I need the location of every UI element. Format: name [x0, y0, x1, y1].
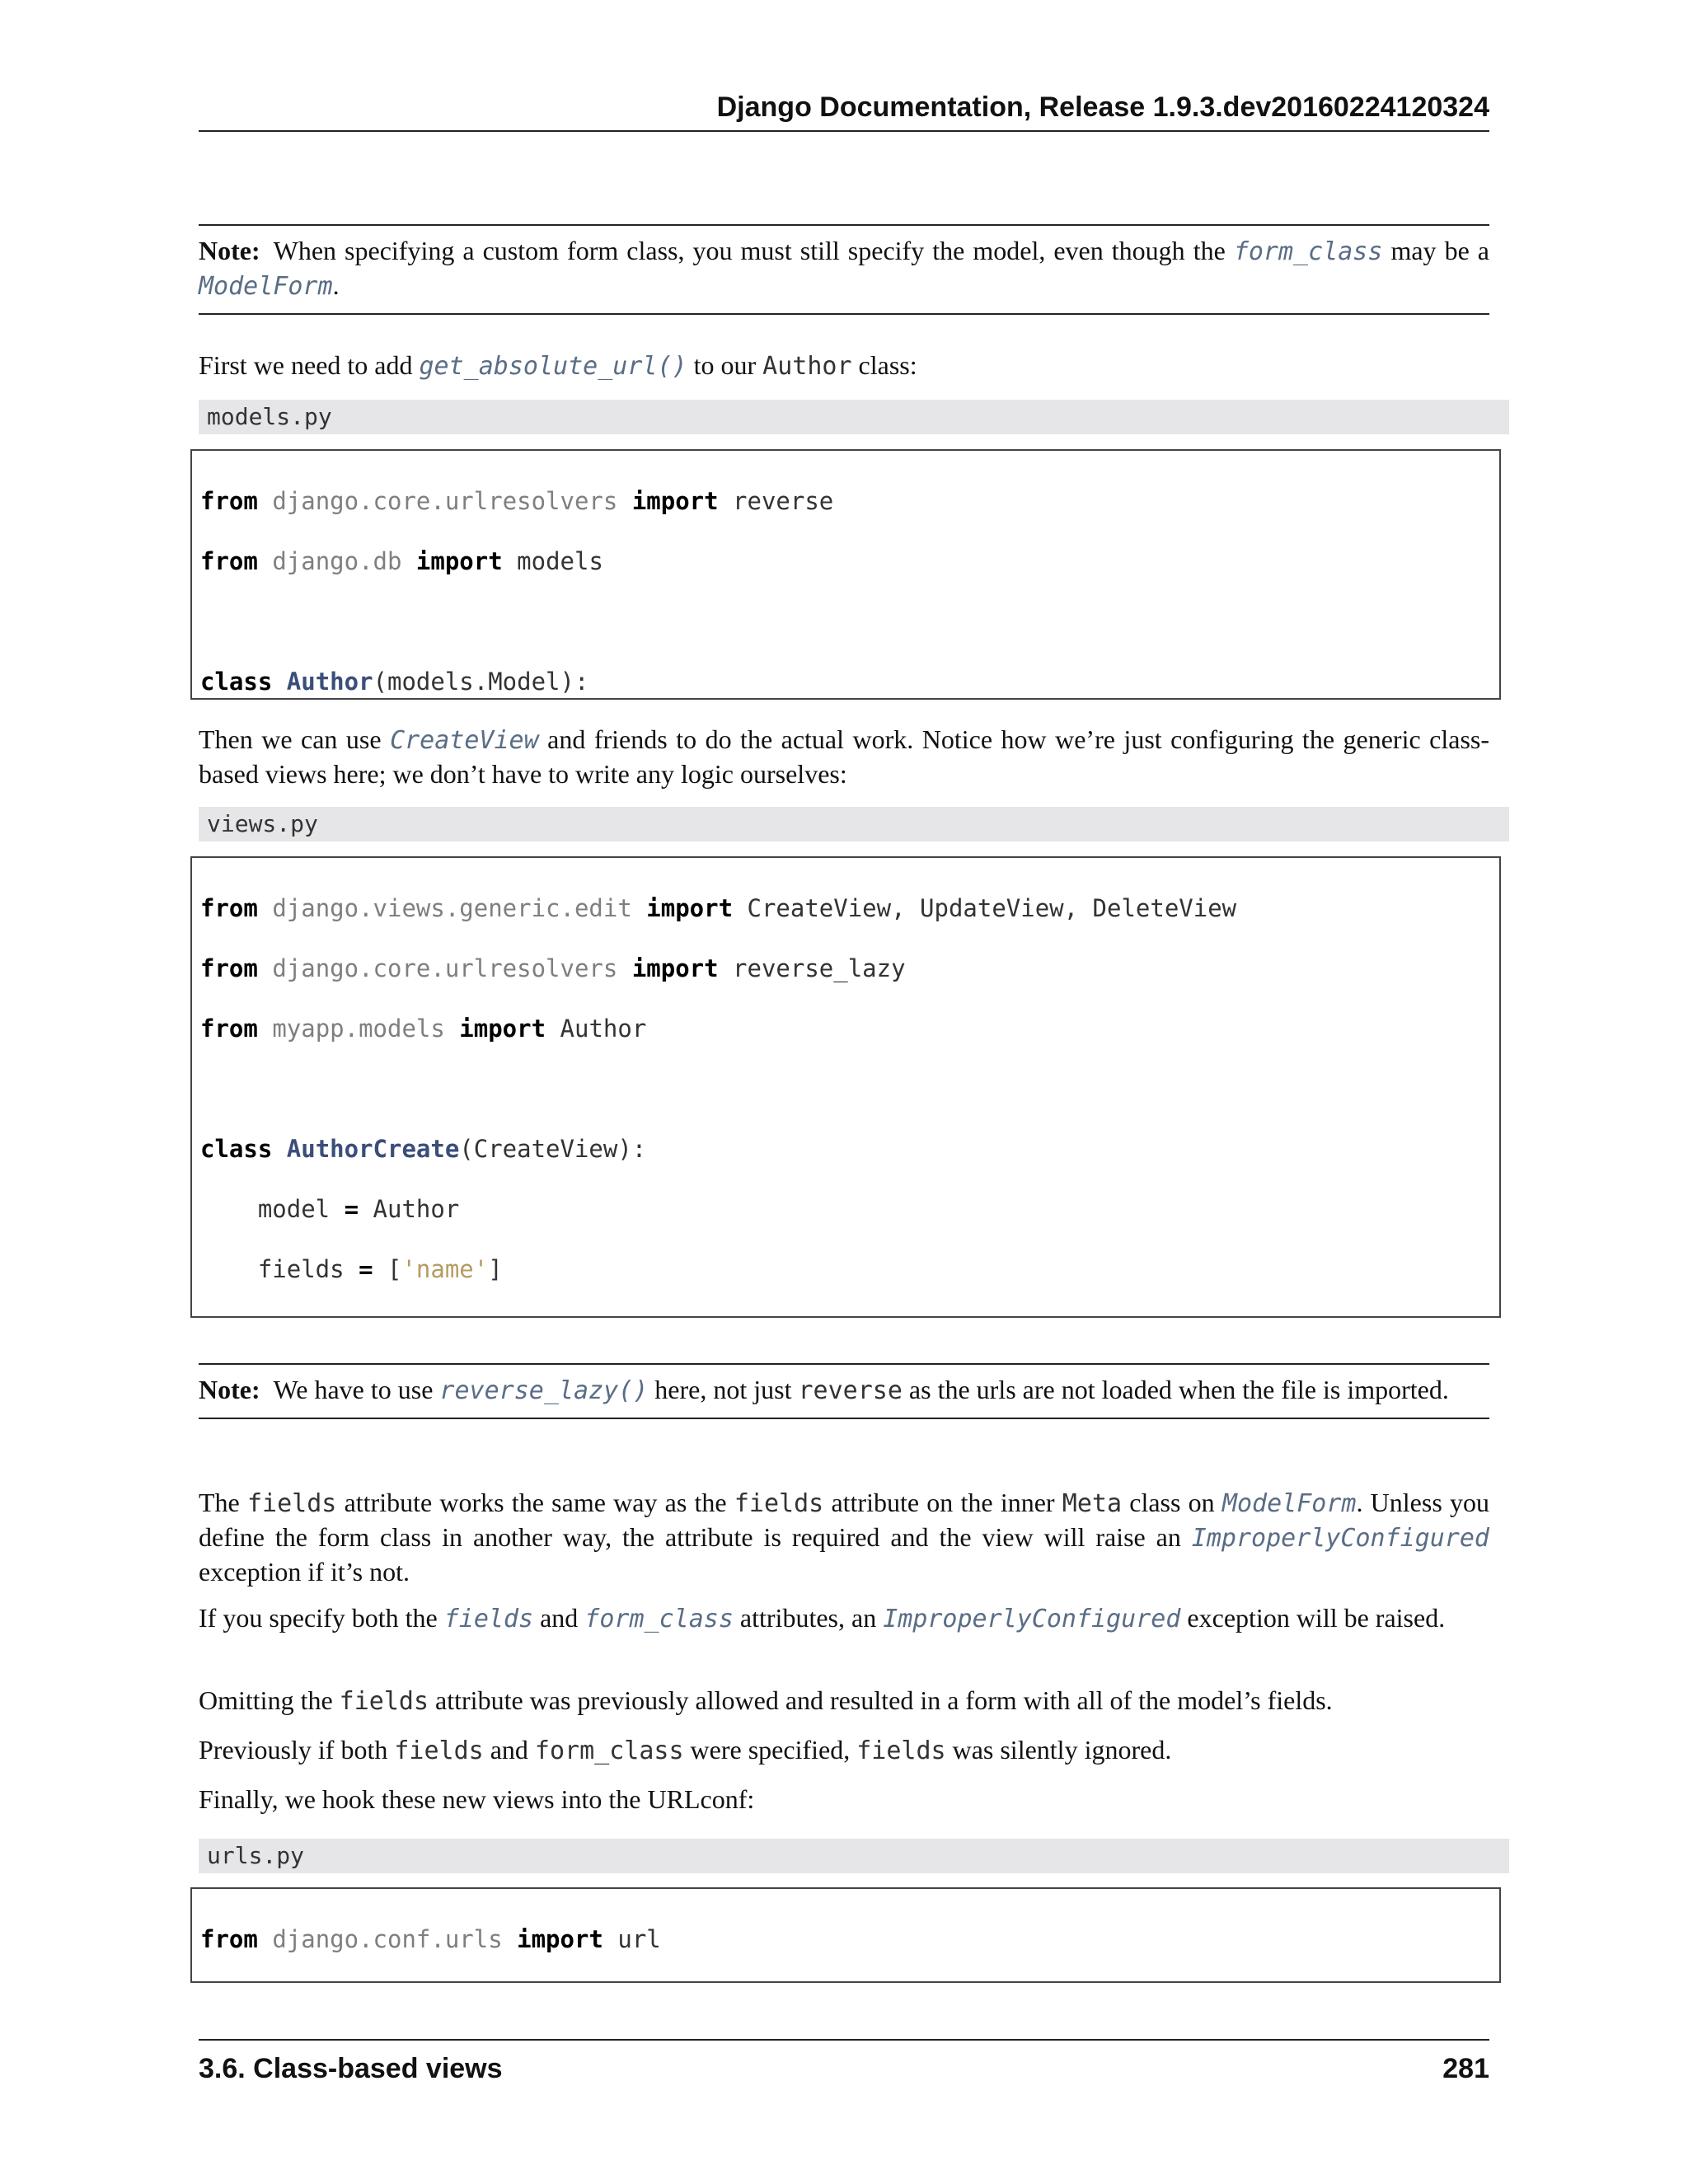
code-line: from myapp.models import Author — [200, 1014, 647, 1043]
link-improperlyconfigured[interactable]: ImproperlyConfigured — [883, 1605, 1181, 1633]
running-header: Django Documentation, Release 1.9.3.dev20160224120324 — [199, 91, 1489, 132]
paragraph-add-absolute-url: First we need to add get_absolute_url() to our Author class: — [199, 350, 917, 381]
paragraph-createview: Then we can use CreateView and friends to do the actual work. Notice how we’re just configuring the generic class-based views here; we don’t have to write any logic ourselves: — [199, 724, 1490, 789]
code-line-blank — [200, 1315, 1499, 1319]
paragraph-fields-attribute: The fields attribute works the same way as the fields attribute on the inner Meta class on ModelForm. Unless you define the form class in another way, the attribute is required and the view will raise an ImproperlyConfigured exception if it’s not. — [199, 1488, 1489, 1586]
code-line: from django.core.urlresolvers import reverse_lazy — [200, 954, 906, 982]
link-fields[interactable]: fields — [443, 1605, 534, 1633]
page-number: 281 — [1442, 2053, 1489, 2084]
note-custom-form-class: Note: When specifying a custom form class, you must still specify the model, even though the form_class may be a ModelForm. — [199, 224, 1489, 315]
link-improperlyconfigured[interactable]: ImproperlyConfigured — [1191, 1524, 1489, 1553]
note-reverse-lazy: Note: We have to use reverse_lazy() here, not just reverse as the urls are not loaded when the file is imported. — [199, 1363, 1489, 1419]
code-line: from django.db import models — [200, 546, 603, 575]
code-block-urls — [190, 1887, 1501, 1983]
code-line: class Author(models.Model): — [200, 667, 589, 696]
link-createview[interactable]: CreateView — [390, 726, 539, 755]
link-form-class[interactable]: form_class — [1233, 237, 1383, 266]
note-label: Note: — [199, 1375, 260, 1404]
document-page — [199, 0, 1489, 2184]
link-reverse-lazy[interactable]: reverse_lazy() — [439, 1376, 649, 1405]
link-get-absolute-url[interactable]: get_absolute_url() — [419, 352, 687, 381]
running-footer — [199, 2039, 1489, 2085]
code-caption-views: views.py — [199, 807, 1509, 841]
link-modelform[interactable]: ModelForm — [1221, 1489, 1357, 1518]
code-line: model = Author — [200, 1194, 460, 1223]
paragraph-hook-urlconf: Finally, we hook these new views into the URLconf: — [199, 1784, 755, 1814]
code-line: fields = ['name'] — [200, 1254, 503, 1283]
link-modelform[interactable]: ModelForm — [199, 272, 333, 301]
paragraph-both-fields-form-class: If you specify both the fields and form_class attributes, an ImproperlyConfigured exception will be raised. — [199, 1603, 1446, 1633]
footer-section-title: 3.6. Class-based views — [199, 2053, 503, 2084]
code-block-models — [190, 449, 1501, 700]
code-block-views — [190, 856, 1501, 1318]
code-line: class AuthorCreate(CreateView): — [200, 1134, 647, 1163]
code-caption-models: models.py — [199, 400, 1509, 434]
code-line-blank — [200, 607, 1499, 637]
paragraph-previously-ignored: Previously if both fields and form_class were specified, fields was silently ignored. — [199, 1735, 1172, 1765]
code-line: from django.conf.urls import url — [200, 1924, 661, 1953]
code-caption-urls: urls.py — [199, 1839, 1509, 1873]
code-line: from django.views.generic.edit import CreateView, UpdateView, DeleteView — [200, 893, 1237, 922]
paragraph-omitting-fields: Omitting the fields attribute was previously allowed and resulted in a form with all of the model’s fields. — [199, 1685, 1333, 1716]
link-form-class[interactable]: form_class — [584, 1605, 734, 1633]
note-label: Note: — [199, 236, 260, 265]
code-line-blank — [200, 1074, 1499, 1104]
code-line: from django.core.urlresolvers import reverse — [200, 486, 834, 515]
